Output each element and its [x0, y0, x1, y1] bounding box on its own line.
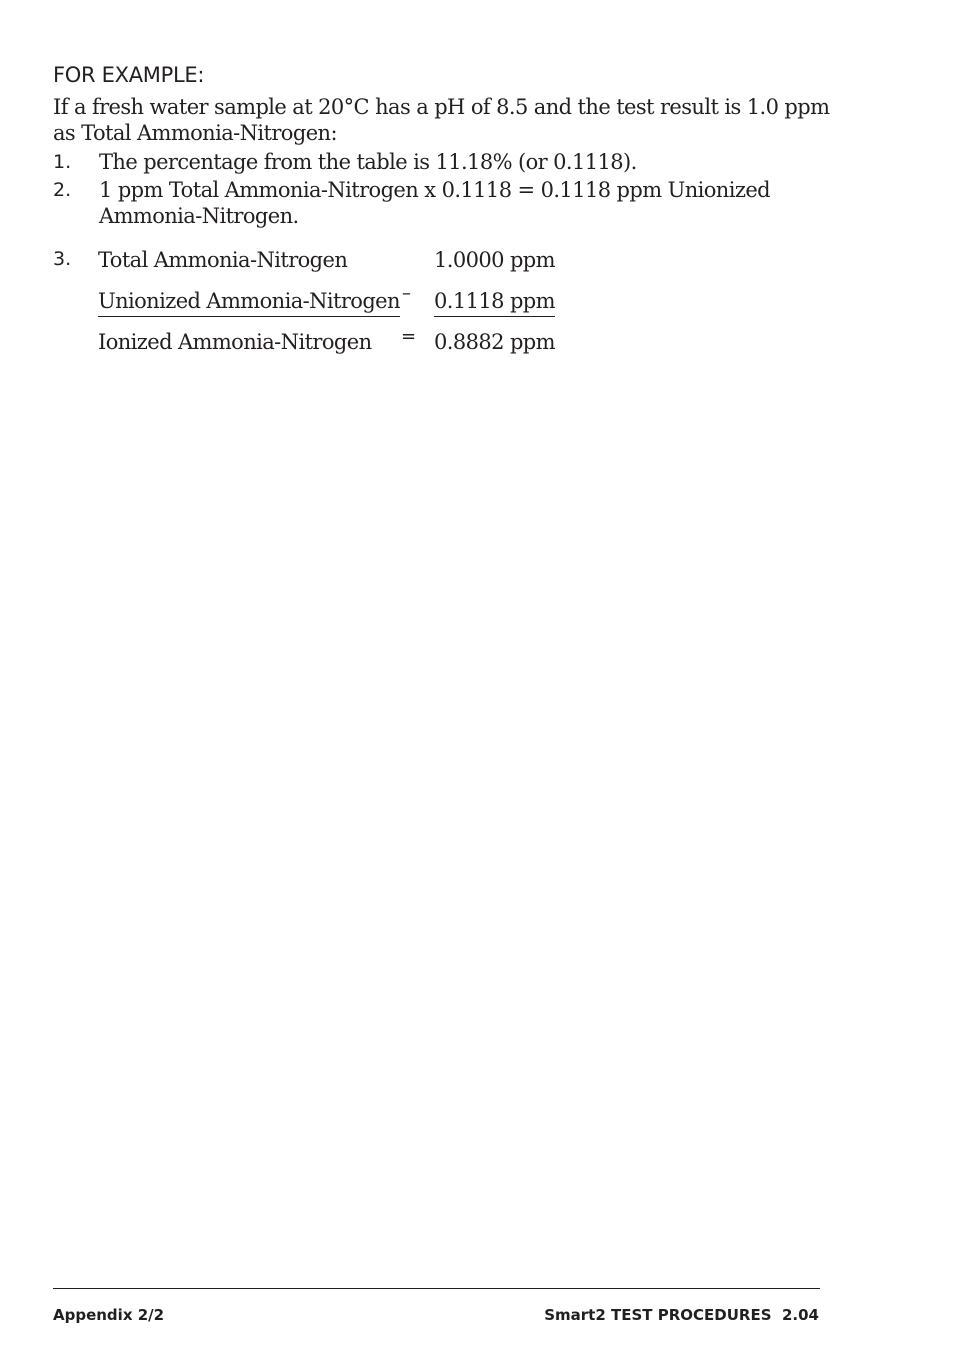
footer-left: Appendix 2/2 [53, 1306, 165, 1324]
minus-operator: – [402, 283, 411, 304]
calc-value: 0.8882 ppm [434, 330, 555, 354]
footer-divider [53, 1288, 820, 1289]
step-text: 1 ppm Total Ammonia-Nitrogen x 0.1118 = 0.1118 ppm Unionized Ammonia-Nitrogen. [99, 178, 770, 228]
calc-value: 1.0000 ppm [434, 248, 555, 272]
intro-paragraph: If a fresh water sample at 20°C has a pH of 8.5 and the test result is 1.0 ppm as Total Ammonia-Nitrogen: [53, 95, 830, 145]
calc-label: Unionized Ammonia-Nitrogen [98, 288, 400, 317]
section-heading: FOR EXAMPLE: [53, 63, 205, 87]
calc-value: 0.1118 ppm [434, 288, 555, 317]
calc-label: Total Ammonia-Nitrogen [98, 248, 348, 272]
step-number: 3. [53, 248, 72, 270]
step-text: The percentage from the table is 11.18% (or 0.1118). [99, 150, 637, 174]
step-number: 1. [53, 151, 72, 173]
step-number: 2. [53, 179, 72, 201]
footer-right: Smart2 TEST PROCEDURES 2.04 [544, 1306, 819, 1324]
equals-operator: = [401, 326, 417, 347]
calc-label: Ionized Ammonia-Nitrogen [98, 330, 372, 354]
